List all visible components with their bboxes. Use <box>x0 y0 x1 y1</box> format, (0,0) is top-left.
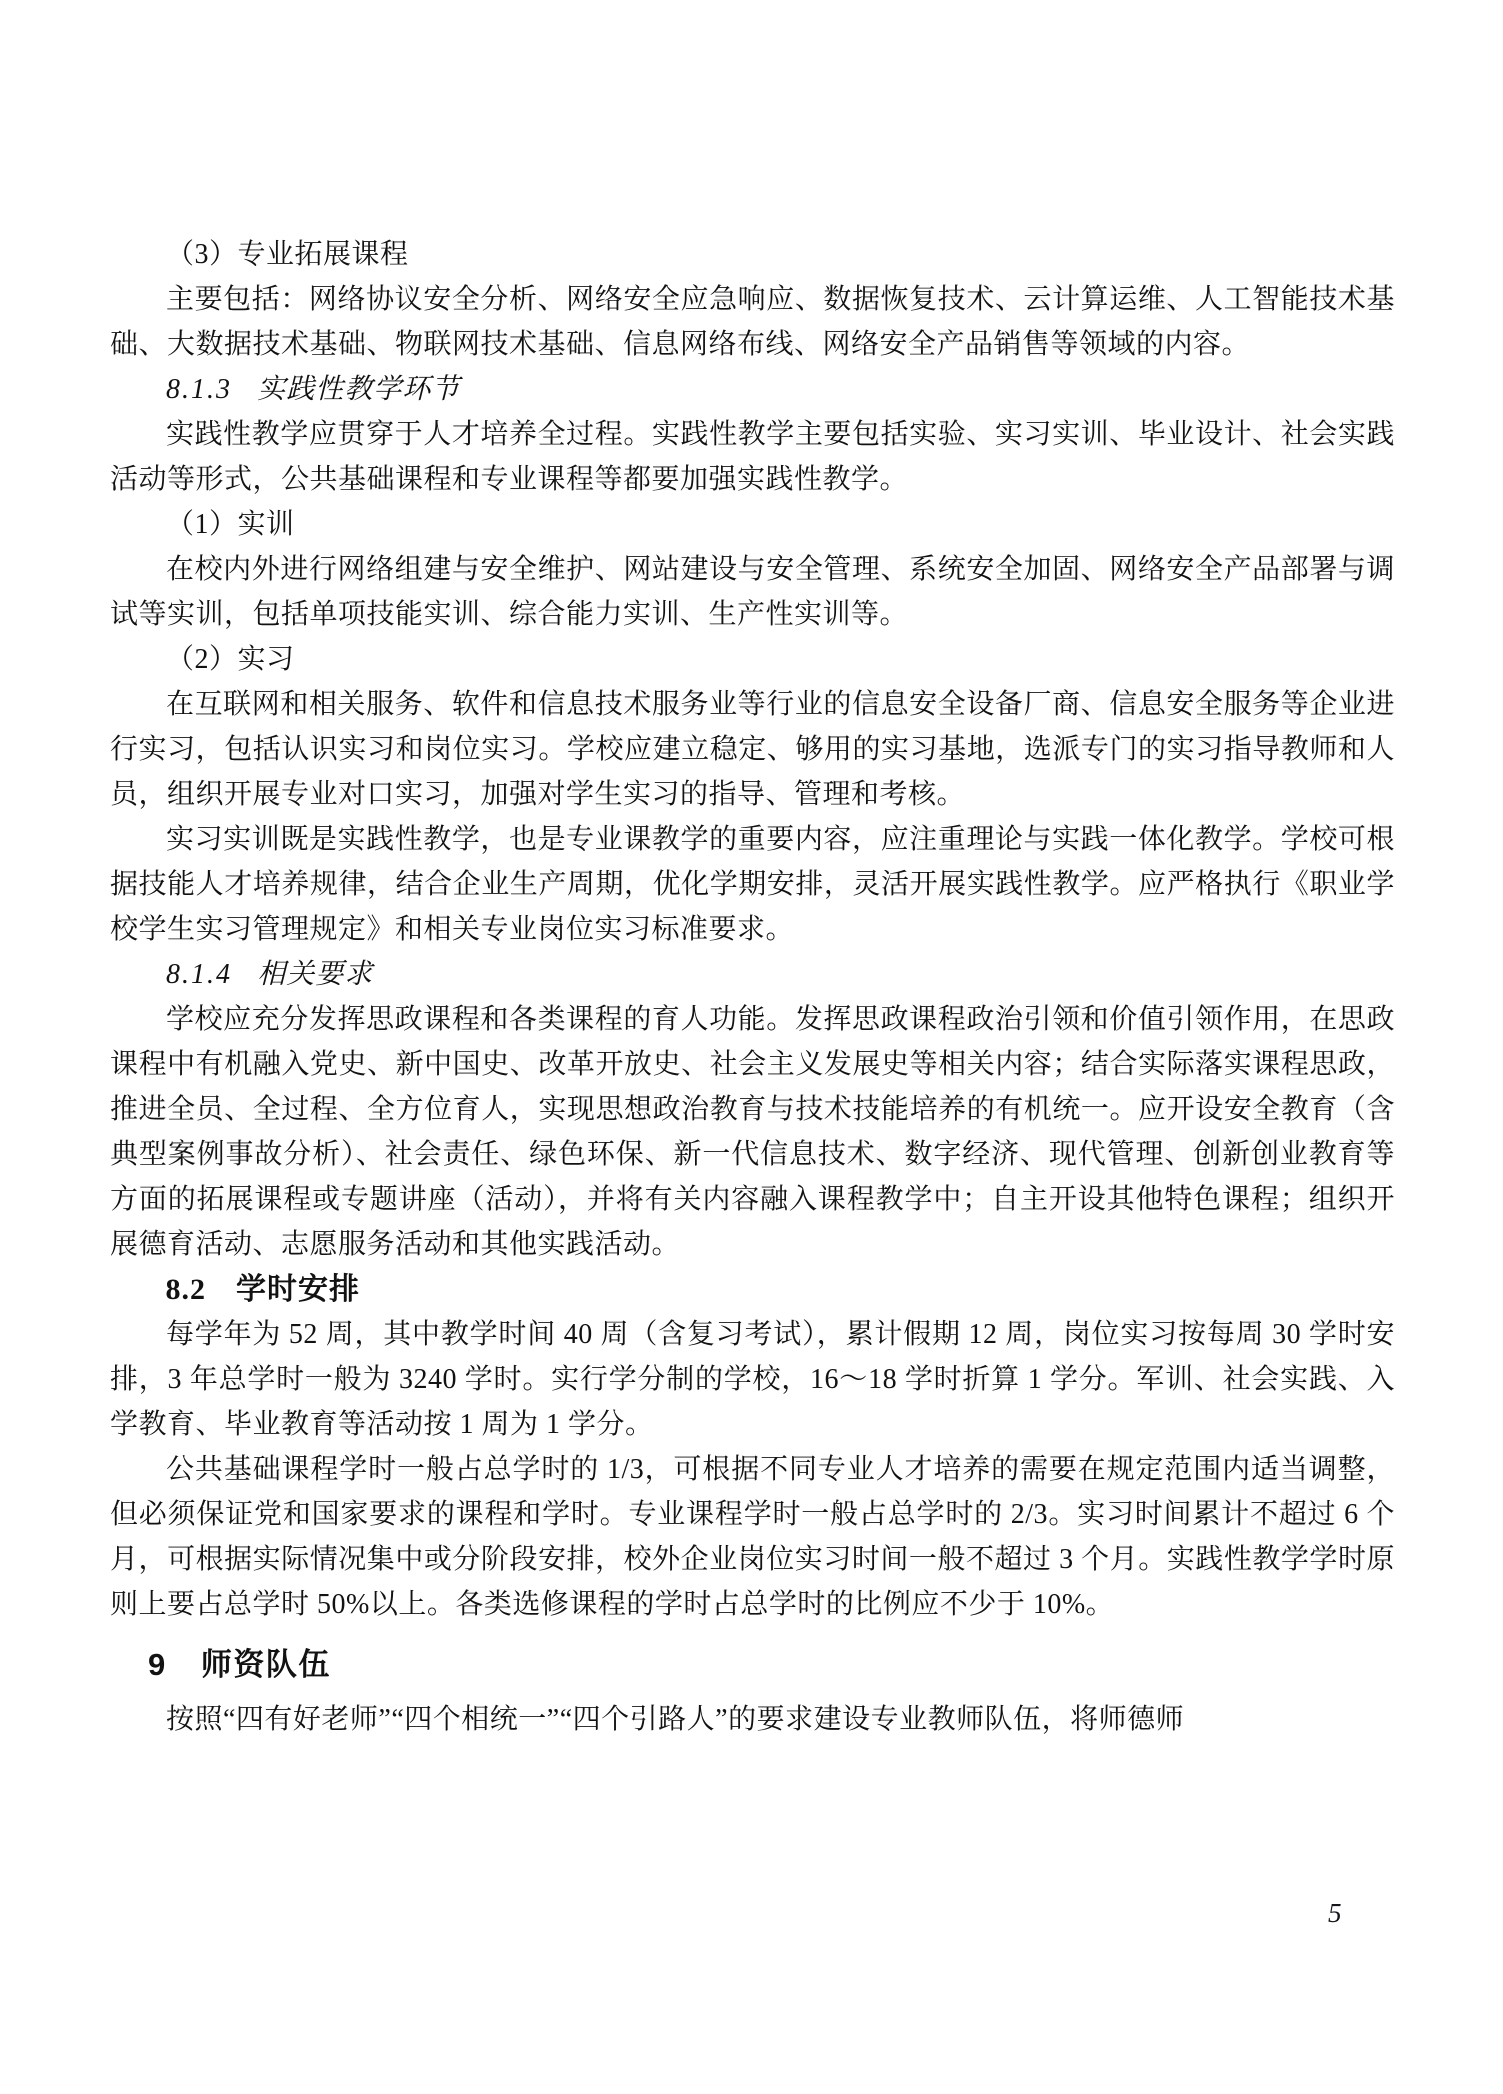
page-content <box>110 232 1395 1742</box>
body-paragraph: （1）实训 <box>166 509 295 540</box>
page-number: 5 <box>1328 1898 1342 1928</box>
body-paragraph: 实习实训既是实践性教学，也是专业课教学的重要内容，应注重理论与实践一体化教学。学校可根据技能人才培养规律，结合企业生产周期，优化学期安排，灵活开展实践性教学。应严格执行《职业学校学生实习管理规定》和相关专业岗位实习标准要求。 <box>110 824 1395 945</box>
chapter-heading-9 <box>148 1641 1395 1689</box>
heading-title: 实践性教学环节 <box>257 374 461 405</box>
body-paragraph: （3）专业拓展课程 <box>166 239 409 270</box>
heading-number: 9 <box>148 1647 167 1682</box>
body-paragraph: （2）实习 <box>166 644 295 675</box>
heading-title: 相关要求 <box>257 959 374 990</box>
subsection-heading-8.1.3 <box>110 367 1395 412</box>
body-paragraph: 按照“四有好老师”“四个相统一”“四个引路人”的要求建设专业教师队伍，将师德师 <box>166 1704 1185 1735</box>
body-paragraph: 实践性教学应贯穿于人才培养全过程。实践性教学主要包括实验、实习实训、毕业设计、社会实践活动等形式，公共基础课程和专业课程等都要加强实践性教学。 <box>110 419 1395 495</box>
body-paragraph: 在互联网和相关服务、软件和信息技术服务业等行业的信息安全设备厂商、信息安全服务等企业进行实习，包括认识实习和岗位实习。学校应建立稳定、够用的实习基地，选派专门的实习指导教师和人员，组织开展专业对口实习，加强对学生实习的指导、管理和考核。 <box>110 689 1395 810</box>
heading-title: 师资队伍 <box>200 1647 331 1682</box>
heading-number: 8.2 <box>165 1273 206 1306</box>
heading-number: 8.1.3 <box>166 374 232 405</box>
heading-title: 学时安排 <box>236 1273 360 1306</box>
body-paragraph: 学校应充分发挥思政课程和各类课程的育人功能。发挥思政课程政治引领和价值引领作用，在思政课程中有机融入党史、新中国史、改革开放史、社会主义发展史等相关内容；结合实际落实课程思政，推进全员、全过程、全方位育人，实现思想政治教育与技术技能培养的有机统一。应开设安全教育（含典型案例事故分析）、社会责任、绿色环保、新一代信息技术、数字经济、现代管理、创新创业教育等方面的拓展课程或专题讲座（活动），并将有关内容融入课程教学中；自主开设其他特色课程；组织开展德育活动、志愿服务活动和其他实践活动。 <box>110 1004 1395 1260</box>
body-paragraph: 主要包括：网络协议安全分析、网络安全应急响应、数据恢复技术、云计算运维、人工智能技术基础、大数据技术基础、物联网技术基础、信息网络布线、网络安全产品销售等领域的内容。 <box>110 284 1395 360</box>
body-paragraph: 每学年为 52 周，其中教学时间 40 周（含复习考试），累计假期 12 周，岗位实习按每周 30 学时安排，3 年总学时一般为 3240 学时。实行学分制的学校，16～18 学时折算 1 学分。军训、社会实践、入学教育、毕业教育等活动按 1 周为 1 学分。 <box>110 1319 1395 1440</box>
section-heading-8.2 <box>110 1267 1395 1312</box>
body-paragraph: 公共基础课程学时一般占总学时的 1/3，可根据不同专业人才培养的需要在规定范围内适当调整，但必须保证党和国家要求的课程和学时。专业课程学时一般占总学时的 2/3。实习时间累计不超过 6 个月，可根据实际情况集中或分阶段安排，校外企业岗位实习时间一般不超过 3 个月。实践性教学学时原则上要占总学时 50%以上。各类选修课程的学时占总学时的比例应不少于 10%。 <box>110 1454 1395 1620</box>
subsection-heading-8.1.4 <box>110 952 1395 997</box>
heading-number: 8.1.4 <box>166 959 232 990</box>
body-paragraph: 在校内外进行网络组建与安全维护、网站建设与安全管理、系统安全加固、网络安全产品部署与调试等实训，包括单项技能实训、综合能力实训、生产性实训等。 <box>110 554 1395 630</box>
